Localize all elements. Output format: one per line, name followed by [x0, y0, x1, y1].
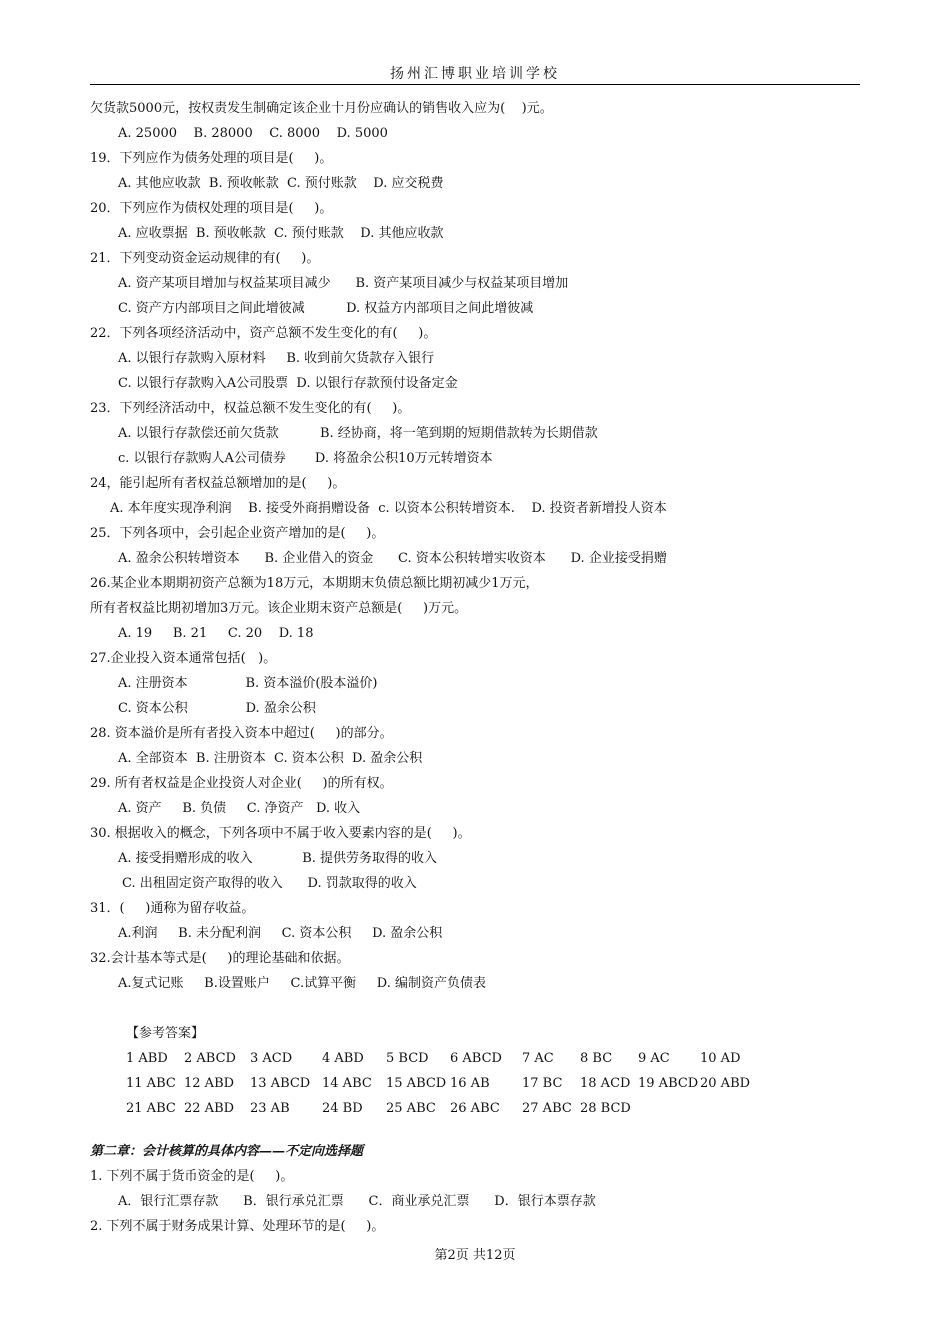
question-line: 26.某企业本期期初资产总额为18万元，本期期末负债总额比期初减少1万元，: [90, 576, 539, 591]
option-line: C. 以银行存款购入A公司股票 D. 以银行存款预付设备定金: [118, 376, 458, 391]
answer-cell: 16 AB: [450, 1076, 490, 1091]
question-line: 23．下列经济活动中，权益总额不发生变化的有( )。: [90, 401, 411, 416]
answer-row: [126, 1046, 860, 1071]
question-line: 1. 下列不属于货币资金的是( )。: [90, 1169, 294, 1184]
answer-rows: [126, 1046, 860, 1121]
option-line: A. 资产 B. 负债 C. 净资产 D. 收入: [118, 801, 361, 816]
answer-cell: 14 ABC: [322, 1076, 372, 1091]
answer-cell: 25 ABC: [386, 1101, 436, 1116]
answer-row: [126, 1096, 860, 1121]
answer-cell: 24 BD: [322, 1101, 363, 1116]
option-line: A.利润 B. 未分配利润 C. 资本公积 D. 盈余公积: [118, 926, 443, 941]
option-line: A. 资产某项目增加与权益某项目减少 B. 资产某项目减少与权益某项目增加: [118, 276, 569, 291]
page-content: [90, 96, 860, 1239]
option-line: A. 应收票据 B. 预收帐款 C. 预付账款 D. 其他应收款: [118, 226, 444, 241]
answer-cell: 10 AD: [700, 1051, 741, 1066]
answer-cell: 13 ABCD: [250, 1076, 311, 1091]
question-line: 24，能引起所有者权益总额增加的是( )。: [90, 476, 346, 491]
question-list: [90, 96, 860, 996]
question-line: 32.会计基本等式是( )的理论基础和依据。: [90, 951, 350, 966]
answer-cell: 9 AC: [638, 1051, 670, 1066]
answer-cell: 27 ABC: [522, 1101, 572, 1116]
answer-cell: 18 ACD: [580, 1076, 631, 1091]
question-line: 所有者权益比期初增加3万元。该企业期末资产总额是( )万元。: [90, 601, 468, 616]
option-line: c. 以银行存款购人A公司债券 D. 将盈余公积10万元转增资本: [118, 451, 493, 466]
option-line: A. 全部资本 B. 注册资本 C. 资本公积 D. 盈余公积: [118, 751, 423, 766]
answer-title: 【参考答案】: [126, 1026, 205, 1041]
header-rule: [90, 84, 860, 85]
answer-cell: 12 ABD: [184, 1076, 235, 1091]
question-line: 22．下列各项经济活动中，资产总额不发生变化的有( )。: [90, 326, 437, 341]
answer-cell: 15 ABCD: [386, 1076, 447, 1091]
option-line: A. 接受捐赠形成的收入 B. 提供劳务取得的收入: [118, 851, 438, 866]
answer-cell: 28 BCD: [580, 1101, 631, 1116]
question-line: 28. 资本溢价是所有者投入资本中超过( )的部分。: [90, 726, 393, 741]
answer-cell: 26 ABC: [450, 1101, 500, 1116]
chapter2-question-list: [90, 1164, 860, 1239]
question-line: 30. 根据收入的概念，下列各项中不属于收入要素内容的是( )。: [90, 826, 471, 841]
question-line: 25．下列各项中，会引起企业资产增加的是( )。: [90, 526, 385, 541]
option-line: A. 其他应收款 B. 预收帐款 C. 预付账款 D. 应交税费: [118, 176, 444, 191]
answer-cell: 4 ABD: [322, 1051, 364, 1066]
question-line: 21．下列变动资金运动规律的有( )。: [90, 251, 320, 266]
page-number: 第2页 共12页: [434, 1248, 516, 1263]
question-line: 31．( )通称为留存收益。: [90, 901, 255, 916]
answer-cell: 6 ABCD: [450, 1051, 502, 1066]
answer-cell: 23 AB: [250, 1101, 290, 1116]
question-line: 欠货款5000元，按权责发生制确定该企业十月份应确认的销售收入应为( )元。: [90, 101, 553, 116]
page-header: 扬州汇博职业培训学校: [390, 66, 560, 82]
answer-cell: 5 BCD: [386, 1051, 429, 1066]
answer-cell: 1 ABD: [126, 1051, 168, 1066]
option-line: C. 资产方内部项目之间此增彼减 D. 权益方内部项目之间此增彼减: [118, 301, 534, 316]
question-line: 27.企业投入资本通常包括( )。: [90, 651, 277, 666]
answer-block: [90, 1021, 860, 1121]
option-line: A. 盈余公积转增资本 B. 企业借入的资金 C. 资本公积转增实收资本 D. 企业接受捐赠: [118, 551, 667, 566]
question-line: 2. 下列不属于财务成果计算、处理环节的是( )。: [90, 1219, 385, 1234]
answer-cell: 2 ABCD: [184, 1051, 236, 1066]
answer-cell: 20 ABD: [700, 1076, 751, 1091]
option-line: A．银行汇票存款 B．银行承兑汇票 C．商业承兑汇票 D．银行本票存款: [118, 1194, 596, 1209]
option-line: A. 以银行存款偿还前欠货款 B. 经协商，将一笔到期的短期借款转为长期借款: [118, 426, 598, 441]
option-line: A. 注册资本 B. 资本溢价(股本溢价): [118, 676, 378, 691]
answer-cell: 22 ABD: [184, 1101, 235, 1116]
answer-cell: 17 BC: [522, 1076, 563, 1091]
answer-cell: 8 BC: [580, 1051, 613, 1066]
answer-cell: 3 ACD: [250, 1051, 293, 1066]
answer-row: [126, 1071, 860, 1096]
answer-cell: 7 AC: [522, 1051, 554, 1066]
answer-cell: 19 ABCD: [638, 1076, 699, 1091]
question-line: 29. 所有者权益是企业投资人对企业( )的所有权。: [90, 776, 393, 791]
chapter-title: 第二章：会计核算的具体内容——不定向选择题: [90, 1144, 364, 1159]
option-line: A.复式记账 B.设置账户 C.试算平衡 D. 编制资产负债表: [118, 976, 487, 991]
answer-cell: 21 ABC: [126, 1101, 176, 1116]
option-line: A. 19 B. 21 C. 20 D. 18: [118, 626, 314, 641]
option-line: C. 出租固定资产取得的收入 D. 罚款取得的收入: [122, 876, 417, 891]
question-line: 20．下列应作为债权处理的项目是( )。: [90, 201, 333, 216]
option-line: A. 25000 B. 28000 C. 8000 D. 5000: [118, 126, 388, 141]
option-line: C. 资本公积 D. 盈余公积: [118, 701, 316, 716]
answer-cell: 11 ABC: [126, 1076, 176, 1091]
question-line: 19．下列应作为债务处理的项目是( )。: [90, 151, 333, 166]
option-line: A. 以银行存款购入原材料 B. 收到前欠货款存入银行: [118, 351, 435, 366]
option-line: A. 本年度实现净利润 B. 接受外商捐赠设备 c. 以资本公积转增资本. D. 投资者新增投人资本: [110, 501, 667, 516]
